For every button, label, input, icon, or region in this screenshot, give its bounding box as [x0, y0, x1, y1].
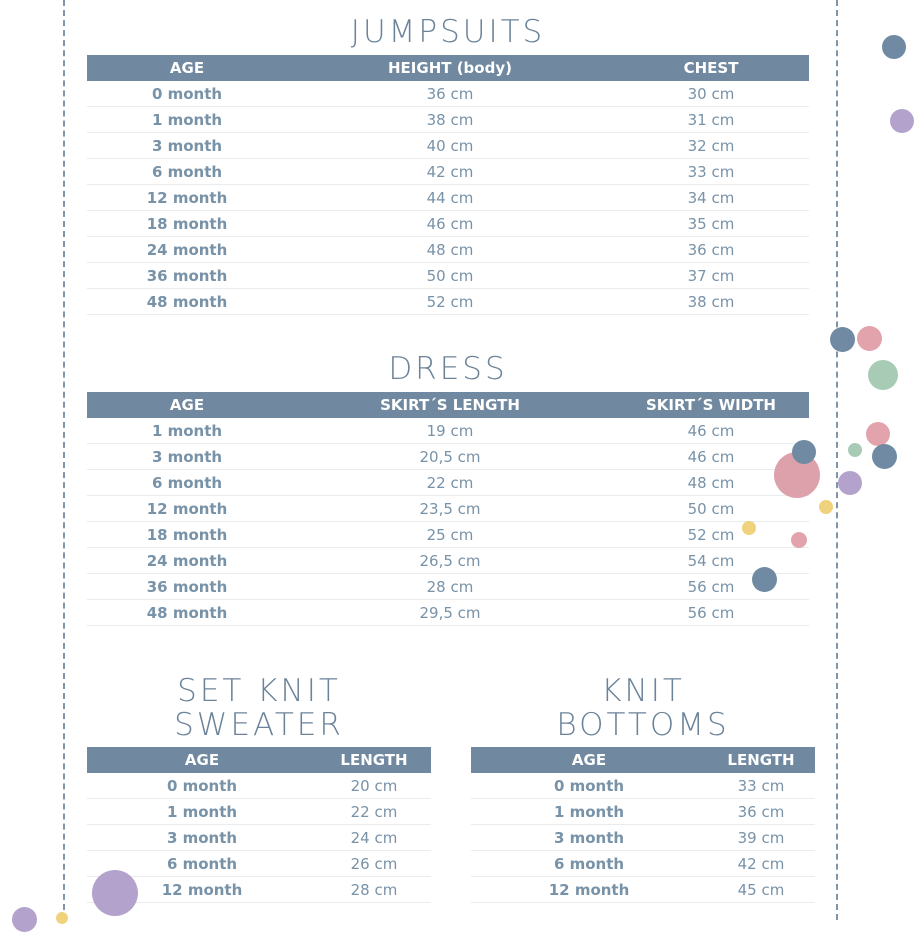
jumpsuits-title: JUMPSUITS [350, 14, 546, 50]
bottoms-header-row [471, 747, 815, 773]
decor-dot [866, 422, 890, 446]
decor-dot [792, 440, 816, 464]
measurement-cell: 37 cm [613, 263, 809, 289]
age-cell: 36 month [87, 263, 287, 289]
measurement-cell: 45 cm [707, 877, 815, 903]
age-cell: 48 month [87, 289, 287, 315]
age-cell: 3 month [471, 825, 707, 851]
measurement-cell: 22 cm [317, 799, 431, 825]
measurement-cell: 32 cm [613, 133, 809, 159]
sweater-body [87, 773, 431, 903]
table-row [87, 263, 809, 289]
bottoms-body [471, 773, 815, 903]
jumpsuits-header [87, 55, 809, 81]
dress-title: DRESS [388, 351, 508, 387]
sweater-column-header: LENGTH [317, 747, 431, 773]
measurement-cell: 46 cm [613, 444, 809, 470]
age-cell: 3 month [87, 825, 317, 851]
measurement-cell: 50 cm [613, 496, 809, 522]
measurement-cell: 44 cm [287, 185, 613, 211]
decor-dot [791, 532, 807, 548]
sweater-header-row [87, 747, 431, 773]
measurement-cell: 52 cm [287, 289, 613, 315]
table-row [471, 877, 815, 903]
left-dashed-border [63, 0, 65, 920]
table-row [471, 773, 815, 799]
age-cell: 1 month [87, 107, 287, 133]
measurement-cell: 24 cm [317, 825, 431, 851]
dress-column-header: AGE [87, 392, 287, 418]
age-cell: 12 month [87, 185, 287, 211]
measurement-cell: 39 cm [707, 825, 815, 851]
age-cell: 12 month [471, 877, 707, 903]
table-row [87, 496, 809, 522]
measurement-cell: 28 cm [317, 877, 431, 903]
measurement-cell: 26,5 cm [287, 548, 613, 574]
measurement-cell: 31 cm [613, 107, 809, 133]
measurement-cell: 42 cm [287, 159, 613, 185]
measurement-cell: 42 cm [707, 851, 815, 877]
bottoms-title [471, 674, 815, 742]
table-row [87, 418, 809, 444]
measurement-cell: 19 cm [287, 418, 613, 444]
age-cell: 6 month [87, 470, 287, 496]
measurement-cell: 20,5 cm [287, 444, 613, 470]
measurement-cell: 50 cm [287, 263, 613, 289]
table-row [87, 548, 809, 574]
decor-dot [882, 35, 906, 59]
table-row [87, 574, 809, 600]
age-cell: 48 month [87, 600, 287, 626]
sweater-table [87, 747, 431, 903]
measurement-cell: 30 cm [613, 81, 809, 107]
table-row [87, 825, 431, 851]
age-cell: 36 month [87, 574, 287, 600]
table-row [471, 799, 815, 825]
table-row [87, 877, 431, 903]
measurement-cell: 34 cm [613, 185, 809, 211]
table-row [87, 470, 809, 496]
measurement-cell: 38 cm [287, 107, 613, 133]
bottoms-header [471, 747, 815, 773]
age-cell: 12 month [87, 877, 317, 903]
age-cell: 0 month [471, 773, 707, 799]
measurement-cell: 33 cm [613, 159, 809, 185]
table-row [471, 825, 815, 851]
measurement-cell: 36 cm [613, 237, 809, 263]
measurement-cell: 46 cm [613, 418, 809, 444]
decor-dot [56, 912, 68, 924]
measurement-cell: 28 cm [287, 574, 613, 600]
table-row [87, 211, 809, 237]
measurement-cell: 48 cm [613, 470, 809, 496]
sweater-header [87, 747, 431, 773]
jumpsuits-table [87, 55, 809, 315]
measurement-cell: 56 cm [613, 574, 809, 600]
age-cell: 0 month [87, 773, 317, 799]
decor-dot [848, 443, 862, 457]
table-row [87, 773, 431, 799]
table-row [87, 600, 809, 626]
decor-dot [92, 870, 138, 916]
table-row [87, 107, 809, 133]
decor-dot [890, 109, 914, 133]
age-cell: 24 month [87, 237, 287, 263]
jumpsuits-column-header: HEIGHT (body) [287, 55, 613, 81]
dress-table [87, 392, 809, 626]
sweater-title-line2: SWEATER [174, 707, 344, 743]
jumpsuits-column-header: AGE [87, 55, 287, 81]
jumpsuits-header-row [87, 55, 809, 81]
bottoms-column-header: AGE [471, 747, 707, 773]
measurement-cell: 36 cm [287, 81, 613, 107]
bottoms-table [471, 747, 815, 903]
dress-column-header: SKIRT´S WIDTH [613, 392, 809, 418]
table-row [471, 851, 815, 877]
dress-body [87, 418, 809, 626]
table-row [87, 799, 431, 825]
measurement-cell: 35 cm [613, 211, 809, 237]
table-row [87, 851, 431, 877]
decor-dot [830, 327, 855, 352]
age-cell: 1 month [87, 799, 317, 825]
table-row [87, 237, 809, 263]
sweater-title-line1: SET KNIT [177, 673, 341, 709]
age-cell: 3 month [87, 133, 287, 159]
table-row [87, 444, 809, 470]
age-cell: 1 month [87, 418, 287, 444]
decor-dot [752, 567, 777, 592]
decor-dot [742, 521, 756, 535]
right-dashed-border [836, 0, 838, 920]
measurement-cell: 33 cm [707, 773, 815, 799]
measurement-cell: 23,5 cm [287, 496, 613, 522]
measurement-cell: 46 cm [287, 211, 613, 237]
decor-dot [868, 360, 898, 390]
measurement-cell: 29,5 cm [287, 600, 613, 626]
measurement-cell: 36 cm [707, 799, 815, 825]
measurement-cell: 20 cm [317, 773, 431, 799]
bottoms-column-header: LENGTH [707, 747, 815, 773]
decor-dot [819, 500, 833, 514]
age-cell: 18 month [87, 522, 287, 548]
bottoms-title-line1: KNIT [601, 673, 685, 709]
table-row [87, 81, 809, 107]
measurement-cell: 48 cm [287, 237, 613, 263]
table-row [87, 133, 809, 159]
measurement-cell: 52 cm [613, 522, 809, 548]
age-cell: 6 month [87, 851, 317, 877]
measurement-cell: 54 cm [613, 548, 809, 574]
measurement-cell: 22 cm [287, 470, 613, 496]
age-cell: 24 month [87, 548, 287, 574]
measurement-cell: 56 cm [613, 600, 809, 626]
dress-column-header: SKIRT´S LENGTH [287, 392, 613, 418]
table-row [87, 522, 809, 548]
table-row [87, 289, 809, 315]
age-cell: 3 month [87, 444, 287, 470]
age-cell: 6 month [87, 159, 287, 185]
measurement-cell: 26 cm [317, 851, 431, 877]
sweater-title [87, 674, 431, 742]
table-row [87, 159, 809, 185]
measurement-cell: 38 cm [613, 289, 809, 315]
age-cell: 1 month [471, 799, 707, 825]
table-row [87, 185, 809, 211]
age-cell: 12 month [87, 496, 287, 522]
bottoms-title-line2: BOTTOMS [556, 707, 730, 743]
age-cell: 18 month [87, 211, 287, 237]
decor-dot [857, 326, 882, 351]
decor-dot [872, 444, 897, 469]
jumpsuits-body [87, 81, 809, 315]
measurement-cell: 25 cm [287, 522, 613, 548]
measurement-cell: 40 cm [287, 133, 613, 159]
dress-header-row [87, 392, 809, 418]
dress-header [87, 392, 809, 418]
age-cell: 6 month [471, 851, 707, 877]
jumpsuits-column-header: CHEST [613, 55, 809, 81]
sweater-column-header: AGE [87, 747, 317, 773]
decor-dot [838, 471, 862, 495]
age-cell: 0 month [87, 81, 287, 107]
